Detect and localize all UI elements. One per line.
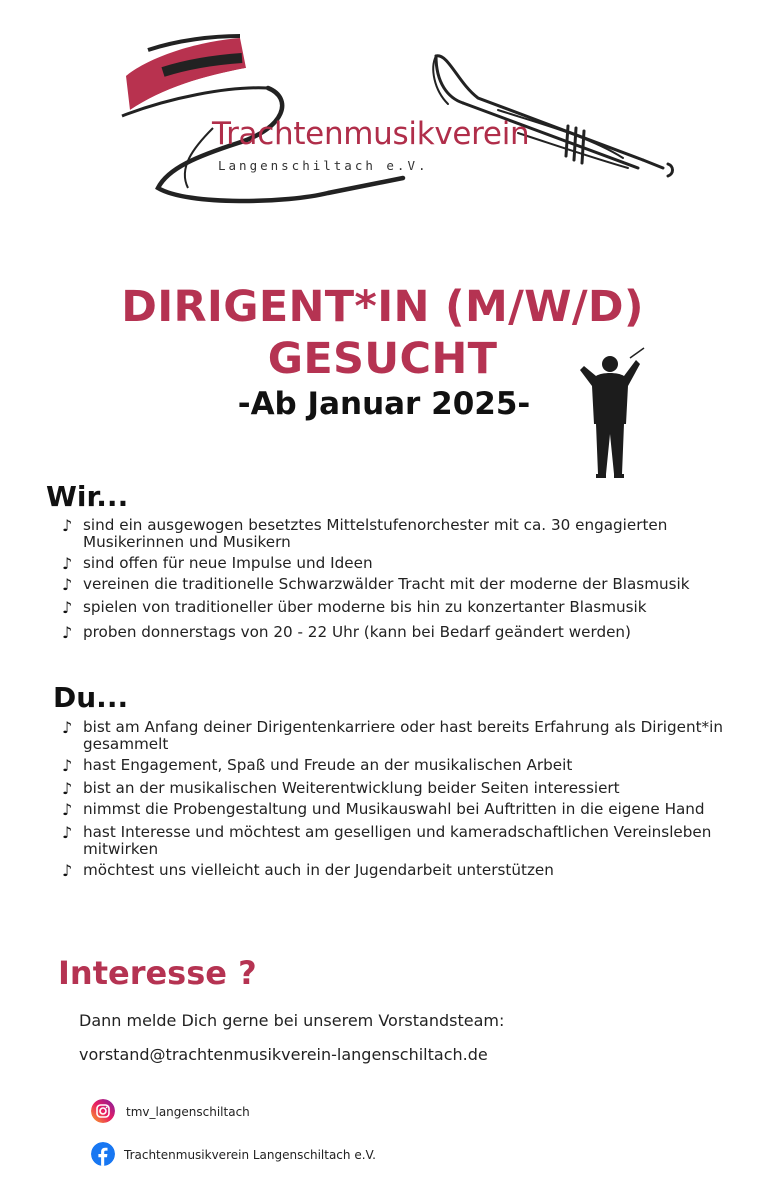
- logo-title: Trachtenmusikverein: [212, 116, 530, 152]
- list-item: [62, 780, 742, 797]
- music-note-icon: ♪: [62, 800, 73, 819]
- list-item-text: nimmst die Probengestaltung und Musikauswahl bei Auftritten in die eigene Hand: [83, 800, 705, 818]
- list-item: [62, 599, 742, 616]
- list-item: [62, 624, 742, 641]
- list-item: [62, 555, 742, 572]
- music-note-icon: ♪: [62, 554, 73, 573]
- instagram-handle: tmv_langenschiltach: [126, 1105, 250, 1119]
- music-note-icon: ♪: [62, 823, 73, 842]
- list-item-text: hast Engagement, Spaß und Freude an der musikalischen Arbeit: [83, 756, 573, 774]
- list-item-text: sind offen für neue Impulse und Ideen: [83, 554, 373, 572]
- headline-line2: GESUCHT: [267, 334, 498, 384]
- list-item: [62, 757, 742, 774]
- contact-email[interactable]: vorstand@trachtenmusikverein-langenschiltach.de: [79, 1045, 488, 1064]
- music-note-icon: ♪: [62, 598, 73, 617]
- list-item: [62, 801, 742, 818]
- section-title-du: Du...: [53, 681, 129, 714]
- instagram-icon: [91, 1099, 115, 1123]
- start-date: -Ab Januar 2025-: [237, 386, 531, 422]
- music-note-icon: ♪: [62, 779, 73, 798]
- list-item-text: hast Interesse und möchtest am geselligen und kameradschaftlichen Vereinsleben mitwirken: [83, 823, 712, 858]
- interesse-title: Interesse ?: [58, 954, 257, 992]
- music-note-icon: ♪: [62, 516, 73, 535]
- list-item-text: vereinen die traditionelle Schwarzwälder Tracht mit der moderne der Blasmusik: [83, 575, 690, 593]
- music-note-icon: ♪: [62, 756, 73, 775]
- du-list: [62, 719, 742, 879]
- music-note-icon: ♪: [62, 861, 73, 880]
- list-item-text: proben donnerstags von 20 - 22 Uhr (kann bei Bedarf geändert werden): [83, 623, 631, 641]
- list-item: [62, 517, 742, 551]
- conductor-icon: [572, 346, 652, 482]
- wir-list: [62, 517, 742, 641]
- list-item: [62, 719, 742, 753]
- section-title-wir: Wir...: [46, 480, 129, 513]
- list-item-text: spielen von traditioneller über moderne bis hin zu konzertanter Blasmusik: [83, 598, 647, 616]
- logo-subtitle: Langenschiltach e.V.: [218, 158, 429, 173]
- list-item-text: möchtest uns vielleicht auch in der Jugendarbeit unterstützen: [83, 861, 554, 879]
- list-item-text: bist am Anfang deiner Dirigentenkarriere oder hast bereits Erfahrung als Dirigent*in gesammelt: [83, 718, 723, 753]
- music-note-icon: ♪: [62, 718, 73, 737]
- list-item-text: bist an der musikalischen Weiterentwicklung beider Seiten interessiert: [83, 779, 620, 797]
- list-item: [62, 862, 742, 879]
- headline-line1: DIRIGENT*IN (M/W/D): [121, 282, 644, 332]
- list-item: [62, 576, 742, 593]
- contact-text: Dann melde Dich gerne bei unserem Vorstandsteam:: [79, 1011, 505, 1030]
- list-item-text: sind ein ausgewogen besetztes Mittelstufenorchester mit ca. 30 engagierten Musikerinnen und Musikern: [83, 516, 668, 551]
- music-note-icon: ♪: [62, 623, 73, 642]
- facebook-page: Trachtenmusikverein Langenschiltach e.V.: [124, 1148, 376, 1162]
- music-note-icon: ♪: [62, 575, 73, 594]
- hat-icon: [122, 36, 268, 124]
- list-item: [62, 824, 742, 858]
- facebook-icon: [91, 1142, 115, 1166]
